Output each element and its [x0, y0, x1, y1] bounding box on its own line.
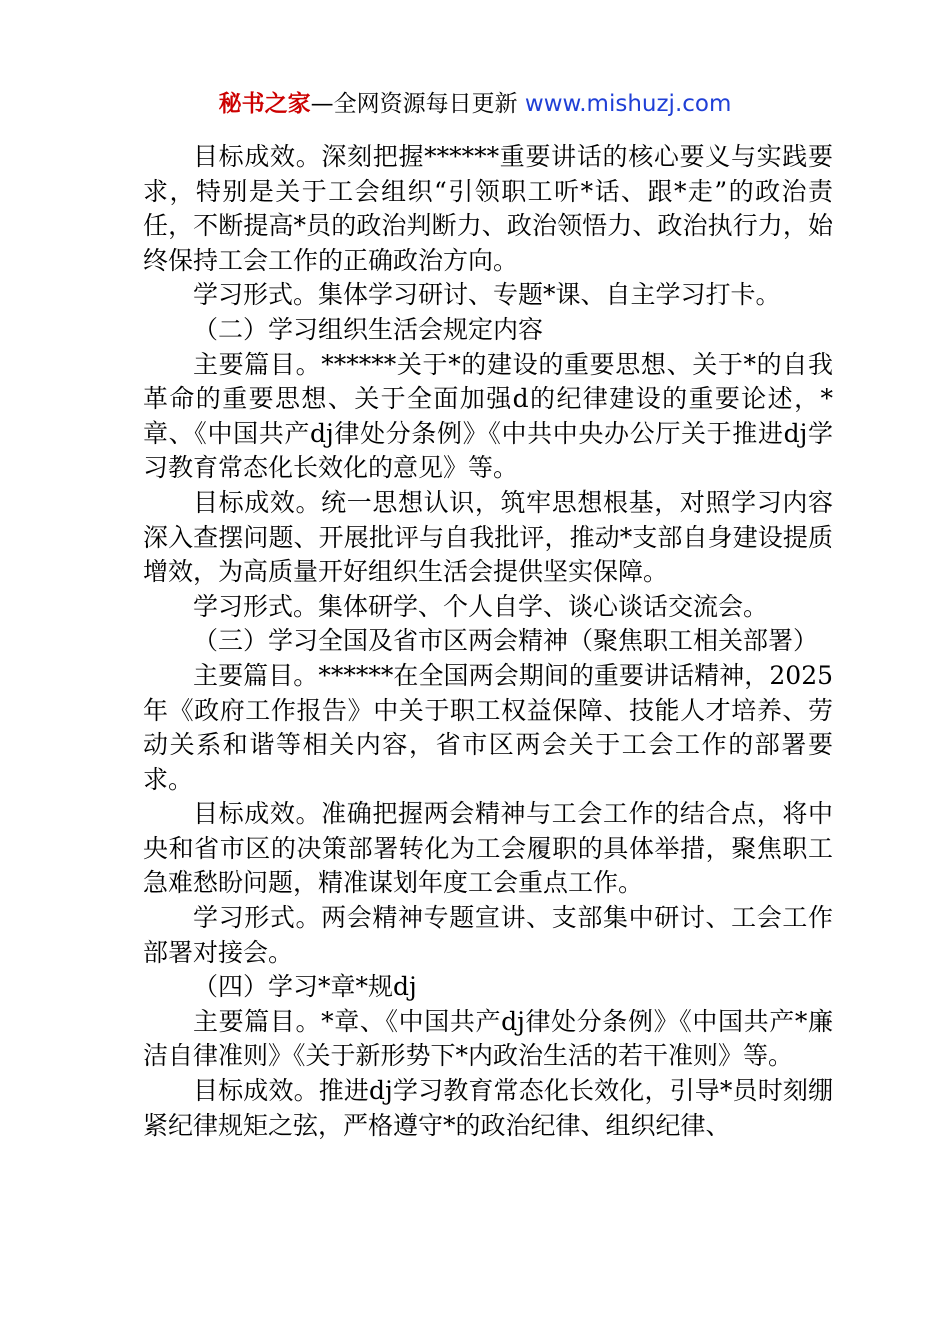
paragraph-form-3: 学习形式。两会精神专题宣讲、支部集中研讨、工会工作部署对接会。 [143, 903, 833, 967]
header-url: www.mishuzj.com [524, 91, 732, 117]
paragraph-goal-2: 目标成效。统一思想认识，筑牢思想根基，对照学习内容深入查摆问题、开展批评与自我批评，推动*支部自身建设提质增效，为高质量开好组织生活会提供坚实保障。 [143, 487, 833, 587]
section-heading-3: （三）学习全国及省市区两会精神（聚焦职工相关部署） [193, 626, 819, 656]
section-heading-4: （四）学习*章*规dj [193, 972, 417, 1002]
paragraph-goal-4: 目标成效。推进dj学习教育常态化长效化，引导*员时刻绷紧纪律规矩之弦，严格遵守*的政治纪律、组织纪律、 [143, 1076, 833, 1140]
paragraph-texts-3: 主要篇目。******在全国两会期间的重要讲话精神，2025年《政府工作报告》中关于职工权益保障、技能人才培养、劳动关系和谐等相关内容，省市区两会关于工会工作的部署要求。 [143, 660, 833, 794]
paragraph-texts-2: 主要篇目。******关于*的建设的重要思想、关于*的自我革命的重要思想、关于全面加强d的纪律建设的重要论述，*章、《中国共产dj律处分条例》《中共中央办公厅关于推进dj学习教育常态化长效化的意见》等。 [143, 349, 833, 483]
document-body [143, 140, 833, 1143]
section-heading-2: （二）学习组织生活会规定内容 [193, 314, 544, 344]
paragraph-goal-3: 目标成效。准确把握两会精神与工会工作的结合点，将中央和省市区的决策部署转化为工会履职的具体举措，聚焦职工急难愁盼问题，精准谋划年度工会重点工作。 [143, 799, 833, 898]
paragraph-goal-1: 目标成效。深刻把握******重要讲话的核心要义与实践要求，特别是关于工会组织“引领职工听*话、跟*走”的政治责任，不断提高*员的政治判断力、政治领悟力、政治执行力，始终保持工会工作的正确政治方向。 [143, 142, 833, 275]
paragraph-form-2: 学习形式。集体研学、个人自学、谈心谈话交流会。 [193, 591, 769, 621]
header-tagline: —全网资源每日更新 [310, 91, 525, 117]
watermark-header [0, 86, 950, 122]
paragraph-form-1: 学习形式。集体学习研讨、专题*课、自主学习打卡。 [193, 280, 781, 310]
brand-name: 秘书之家 [218, 91, 311, 117]
paragraph-texts-4: 主要篇目。*章、《中国共产dj律处分条例》《中国共产*廉洁自律准则》《关于新形势下*内政治生活的若干准则》等。 [143, 1006, 833, 1071]
